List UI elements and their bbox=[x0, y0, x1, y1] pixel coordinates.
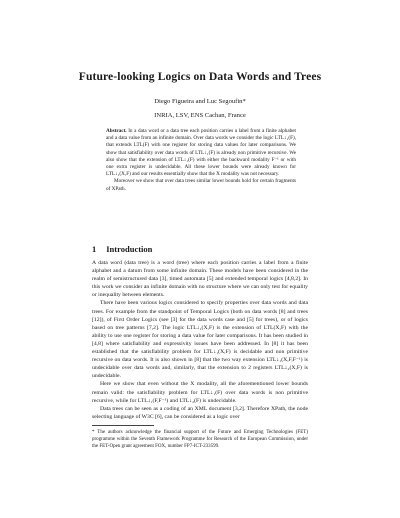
footnote-rule bbox=[92, 425, 154, 426]
abstract-text: In a data word or a data tree each position carries a label from a finite alphabet and a data value from an infinite domain. Over data words we consider the logic LTL↓₁(F), that extends LTL(F) with one register for storing data values for later comparisons. We show that satisfiability over data words of LTL↓₁(F) is already non primitive recursive. We also show that the extension of LTL↓₁(F) with either the backward modality F⁻¹ or with one extra register is undecidable. All these lower bounds were already known for LTL↓₁(X,F) and our results essentially show that the X modality was not necessary. bbox=[106, 128, 296, 178]
affiliation: INRIA, LSV, ENS Cachan, France bbox=[154, 112, 246, 119]
body-paragraph: A data word (data tree) is a word (tree) where each position carries a label from a finite alphabet and a datum from some infinite domain. These models have been considered in the realm of semistructured data [3], timed automata [5] and extended temporal logics [4,8,2]. In this work we consider an infinite domain with no structure where we can only test for equality or inequality between elements. bbox=[92, 260, 308, 299]
paper-title: Future-looking Logics on Data Words and Trees bbox=[78, 70, 322, 83]
section-title: Introduction bbox=[106, 244, 153, 254]
abstract-paragraph bbox=[106, 128, 296, 178]
body-paragraph: There have been various logics considered to specify properties over data words and data trees. For example from the standpoint of Temporal Logics (both on data words [8] and trees [12]), of First Order Logics (see [3] for the data words case and [5] for trees), or of logics based on tree patterns [7,2]. The logic LTL↓₁(X,F) is the extension of LTL(X,F) with the ability to use one register for storing a data value for later comparisons. It has been studied in [4,8] where satisfiability and expressivity issues have been addressed. In [8] it has been established that the satisfiability problem for LTL↓₁(X,F) is decidable and non primitive recursive on data words. It is also shown in [8] that the two way extension LTL↓₁(X,F,F⁻¹) is undecidable over data words and, similarly, that the extension to 2 registers LTL↓₂(X,F) is undecidable. bbox=[92, 300, 308, 380]
abstract-paragraph: Moreover we show that over data trees similar lower bounds hold for certain fragments of XPath. bbox=[106, 178, 296, 192]
body-paragraph: Here we show that even without the X modality, all the aforementioned lower bounds remain valid: the satisfiability problem for LTL↓₁(F) over data words is non primitive recursive, while for LTL↓₁(F,F⁻¹) and LTL↓₂(F) is undecidable. bbox=[92, 381, 308, 404]
abstract-heading: Abstract. bbox=[106, 128, 127, 134]
author-list: Diego Figueira and Luc Segoufin* bbox=[154, 98, 246, 105]
section-heading bbox=[92, 244, 312, 254]
body-paragraph: Data trees can be seen as a coding of an XML document [3,2]. Therefore XPath, the node selecting language of W3C [6], can be considered as a logic over bbox=[92, 405, 308, 420]
abstract bbox=[106, 128, 296, 193]
footnote: * The authors acknowledge the financial support of the Future and Emerging Technologies (FET) programme within the Seventh Framework Programme for Research of the European Commission, under the FET-Open grant agreement FOX, number FP7-ICT-233599. bbox=[92, 430, 308, 449]
section-number: 1 bbox=[92, 244, 97, 254]
introduction-body bbox=[92, 259, 308, 421]
